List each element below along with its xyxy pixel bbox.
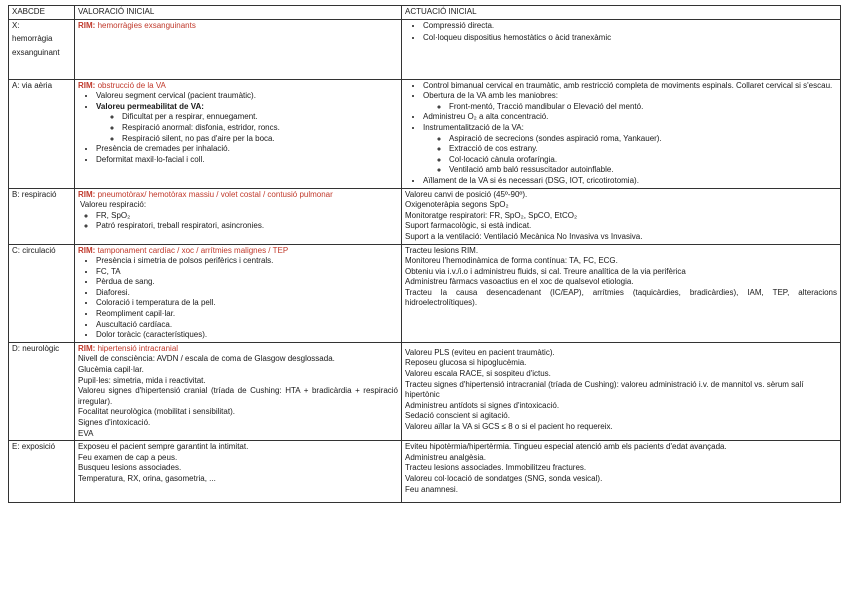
row-a: [9, 79, 841, 188]
row-x: [9, 19, 841, 79]
header-valoracio: VALORACIÓ INICIAL: [75, 6, 402, 20]
rim-d: RIM: hipertensió intracranial: [78, 343, 179, 353]
valoracio-c: [75, 244, 402, 342]
list-item: • Instrumentalització de la VA:: [423, 123, 837, 134]
header-actuacio: ACTUACIÓ INICIAL: [402, 6, 841, 20]
row-b: [9, 188, 841, 244]
list-item: ◦ Ventilació amb baló ressuscitador autoinflable.: [449, 165, 837, 176]
list-item: • Deformitat maxil·lo-facial i coll.: [96, 155, 398, 166]
rim-x: RIM: hemorràgies exsanguinants: [78, 20, 196, 30]
list-item: • Reompliment capil·lar.: [96, 309, 398, 320]
list-item: ◦ Dificultat per a respirar, ennuegament.: [122, 112, 398, 123]
list-item: ◦ Respiració anormal: disfonia, estridor, roncs.: [122, 123, 398, 134]
list-item: • Compressió directa.: [423, 21, 837, 32]
label-a: A: via aèria: [9, 79, 75, 188]
list-item: • Auscultació cardíaca.: [96, 320, 398, 331]
label-b: B: respiració: [9, 188, 75, 244]
actuacio-a: [402, 79, 841, 188]
list-item: ◦ Aspiració de secrecions (sondes aspiració roma, Yankauer).: [449, 134, 837, 145]
list-item: • Col·loqueu dispositius hemostàtics o àcid tranexàmic: [423, 33, 837, 44]
valoracio-x: [75, 19, 402, 79]
actuacio-e: Eviteu hipotèrmia/hipertèrmia. Tingueu especial atenció amb els pacients d'edat avançada. Administreu analgèsia. Tracteu lesions associades. Immobilitzeu fractures. Valoreu col·locació de sondatges (SNG, sonda vesical). Feu anamnesi.: [402, 441, 841, 503]
row-e: [9, 441, 841, 503]
list-item: • Pèrdua de sang.: [96, 277, 398, 288]
row-c: [9, 244, 841, 342]
valoracio-d: RIM: hipertensió intracranial Nivell de consciència: AVDN / escala de coma de Glasgow desglossada. Glucèmia capil·lar. Pupil·les: simetria, mida i reactivitat. Valoreu signes d'hipertensió cranial (tríada de Cushing: HTA + bradicàrdia + respiració irregular). Focalitat neurològica (mobilitat i sensibilitat). Signes d'intoxicació. EVA: [75, 342, 402, 440]
list-item: • Aïllament de la VA si és necessari (DSG, IOT, cricotirotomia).: [423, 176, 837, 187]
list-item: • Valoreu permeabilitat de VA:: [96, 102, 398, 113]
list-item: • Obertura de la VA amb les maniobres:: [423, 91, 837, 102]
list-item: • Coloració i temperatura de la pell.: [96, 298, 398, 309]
list-item: ◦ Extracció de cos estrany.: [449, 144, 837, 155]
list-item: ◦ Patró respiratori, treball respiratori, asincronies.: [96, 221, 398, 232]
list-item: • Dolor toràcic (característiques).: [96, 330, 398, 341]
list-item: • FC, TA: [96, 267, 398, 278]
rim-a: RIM: obstrucció de la VA: [78, 80, 166, 90]
valoracio-a: [75, 79, 402, 188]
header-xabcde: XABCDE: [9, 6, 75, 20]
actuacio-b: Valoreu canvi de posició (45º-90º). Oxigenoteràpia segons SpO₂ Monitoratge respiratori: FR, SpO₂, SpCO, EtCO₂ Suport farmacològic, si està indicat. Suport a la ventilació: Ventilació Mecànica No Invasiva vs Invasiva.: [402, 188, 841, 244]
xabcde-table: [8, 5, 841, 503]
actuacio-d: Valoreu PLS (eviteu en pacient traumàtic). Reposeu glucosa si hipoglucèmia. Valoreu escala RACE, si sospiteu d'ictus. Tracteu signes d'hipertensió intracranial (tríada de Cushing): valoreu administració i.v. de mannitol vs. sèrum salí hipertònic Administreu antídots si signes d'intoxicació. Sedació conscient si agitació. Valoreu aïllar la VA si GCS ≤ 8 o si el pacient ho requereix.: [402, 342, 841, 440]
valoracio-e: Exposeu el pacient sempre garantint la intimitat. Feu examen de cap a peus. Busqueu lesions associades. Temperatura, RX, orina, gasometria, ...: [75, 441, 402, 503]
valoracio-b: RIM: pneumotòrax/ hemotòrax massiu / volet costal / contusió pulmonar Valoreu respiració: ◦ FR, SpO₂ ◦ Patró respiratori, treball respiratori, asincronies.: [75, 188, 402, 244]
label-c: C: circulació: [9, 244, 75, 342]
list-item: ◦ FR, SpO₂: [96, 211, 398, 222]
label-x: X: hemorràgia exsanguinant: [9, 19, 75, 79]
rim-c: RIM: tamponament cardíac / xoc / arrítmies malignes / TEP: [78, 245, 289, 255]
actuacio-c: Tracteu lesions RIM. Monitoreu l'hemodinàmica de forma contínua: TA, FC, ECG. Obteniu via i.v./i.o i administreu fluids, si cal. Treure analítica de la via perifèrica Administreu fàrmacs vasoactius en el xoc de qualsevol etiologia. Tracteu la causa desencadenant (IC/EAP), arrítmies (taquicàrdies, bradicàrdies), IAM, TEP, alteracions hidroelectrolítiques).: [402, 244, 841, 342]
list-item: • Presència i simetria de polsos perifèrics i centrals.: [96, 256, 398, 267]
label-e: E: exposició: [9, 441, 75, 503]
list-item: ◦ Col·locació cànula orofaríngia.: [449, 155, 837, 166]
label-d: D: neurològic: [9, 342, 75, 440]
list-item: ◦ Front-mentó, Tracció mandibular o Elevació del mentó.: [449, 102, 837, 113]
row-d: [9, 342, 841, 440]
list-item: • Diaforesi.: [96, 288, 398, 299]
actuacio-x: [402, 19, 841, 79]
rim-b: RIM: pneumotòrax/ hemotòrax massiu / volet costal / contusió pulmonar: [78, 189, 333, 199]
list-item: ◦ Respiració silent, no pas d'aire per la boca.: [122, 134, 398, 145]
list-item: • Presència de cremades per inhalació.: [96, 144, 398, 155]
list-item: • Administreu O₂ a alta concentració.: [423, 112, 837, 123]
list-item: • Control bimanual cervical en traumàtic, amb restricció completa de moviments espinals. Collaret cervical si s'escau.: [423, 81, 837, 92]
list-item: • Valoreu segment cervical (pacient traumàtic).: [96, 91, 398, 102]
header-row: [9, 6, 841, 20]
